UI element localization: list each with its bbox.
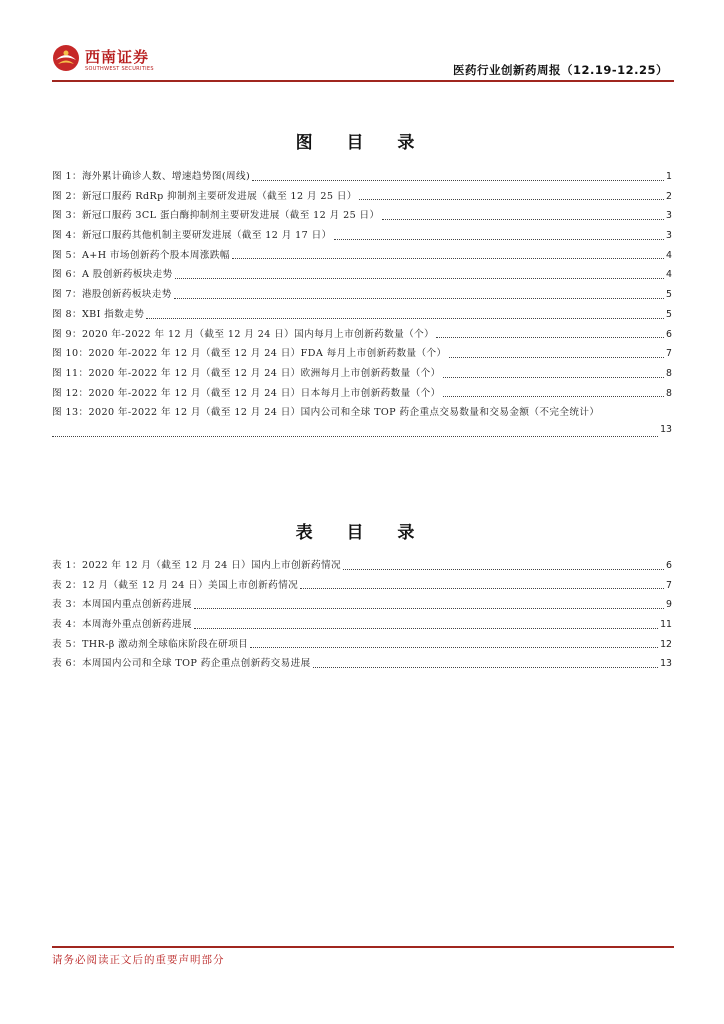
toc-entry-label: 表 3：本周国内重点创新药进展 bbox=[52, 599, 192, 611]
leader-dots bbox=[252, 179, 664, 181]
leader-dots bbox=[359, 198, 664, 200]
leader-dots bbox=[443, 376, 664, 378]
toc-entry-page: 13 bbox=[660, 658, 672, 670]
leader-dots bbox=[443, 395, 664, 397]
toc-entry-label: 图 3：新冠口服药 3CL 蛋白酶抑制剂主要研发进展（截至 12 月 25 日） bbox=[52, 210, 380, 222]
toc-entry-label: 图 9：2020 年-2022 年 12 月（截至 12 月 24 日）国内每月上市创新药数量（个） bbox=[52, 328, 435, 340]
toc-entry-page: 12 bbox=[660, 638, 672, 650]
toc-entry[interactable] bbox=[52, 266, 672, 286]
toc-entry[interactable] bbox=[52, 557, 672, 577]
toc-entry-label: 表 1：2022 年 12 月（截至 12 月 24 日）国内上市创新药情况 bbox=[52, 560, 342, 571]
leader-dots bbox=[382, 218, 665, 220]
toc-entry[interactable] bbox=[52, 636, 672, 656]
footer-disclaimer: 请务必阅读正文后的重要声明部分 bbox=[52, 954, 225, 966]
toc-entry[interactable] bbox=[52, 596, 672, 616]
toc-entry[interactable] bbox=[52, 577, 672, 597]
toc-entry-page: 8 bbox=[666, 367, 672, 379]
toc-entry-page: 4 bbox=[666, 269, 672, 281]
leader-dots bbox=[232, 257, 664, 259]
toc-entry[interactable] bbox=[52, 306, 672, 326]
toc-entry[interactable] bbox=[52, 207, 672, 227]
leader-dots bbox=[194, 607, 664, 609]
logo-english-name: SOUTHWEST SECURITIES bbox=[85, 66, 154, 72]
toc-entry-page: 9 bbox=[666, 599, 672, 611]
page-header bbox=[52, 40, 672, 82]
toc-entry-label: 图 13：2020 年-2022 年 12 月（截至 12 月 24 日）国内公司和全球 TOP 药企重点交易数量和交易金额（不完全统计） bbox=[52, 407, 600, 419]
footer-divider bbox=[52, 946, 674, 948]
leader-dots bbox=[52, 435, 658, 437]
toc-entry[interactable] bbox=[52, 286, 672, 306]
toc-entry-page: 7 bbox=[666, 579, 672, 591]
toc-entry[interactable] bbox=[52, 385, 672, 405]
toc-entry[interactable] bbox=[52, 326, 672, 346]
toc-entry-page: 8 bbox=[666, 387, 672, 399]
toc-entry-page: 6 bbox=[666, 560, 672, 571]
toc-entry-page: 11 bbox=[660, 619, 672, 631]
toc-entry-label: 图 5：A+H 市场创新药个股本周涨跌幅 bbox=[52, 249, 230, 261]
leader-dots bbox=[449, 356, 665, 358]
toc-entry-page: 3 bbox=[666, 210, 672, 222]
toc-entry[interactable] bbox=[52, 404, 672, 424]
toc-entry[interactable] bbox=[52, 655, 672, 675]
figures-toc-title: 图 目 录 bbox=[295, 133, 429, 153]
toc-entry-label: 图 12：2020 年-2022 年 12 月（截至 12 月 24 日）日本每月上市创新药数量（个） bbox=[52, 387, 441, 399]
toc-entry-label: 图 1：海外累计确诊人数、增速趋势图(周线) bbox=[52, 171, 251, 182]
toc-entry-page: 13 bbox=[660, 423, 672, 435]
leader-dots bbox=[343, 568, 664, 570]
toc-entry-page: 3 bbox=[666, 230, 672, 242]
toc-entry-page: 1 bbox=[666, 171, 672, 182]
toc-entry-label: 图 4：新冠口服药其他机制主要研发进展（截至 12 月 17 日） bbox=[52, 230, 332, 242]
toc-entry-page: 5 bbox=[666, 289, 672, 301]
leader-dots bbox=[194, 627, 658, 629]
toc-entry[interactable] bbox=[52, 345, 672, 365]
toc-entry-page: 7 bbox=[666, 348, 672, 360]
figures-toc bbox=[52, 168, 672, 444]
toc-entry-page: 6 bbox=[666, 328, 672, 340]
toc-entry-page: 4 bbox=[666, 249, 672, 261]
toc-entry-label: 表 5：THR-β 激动剂全球临床阶段在研项目 bbox=[52, 638, 249, 650]
leader-dots bbox=[334, 238, 664, 240]
leader-dots bbox=[313, 666, 658, 668]
toc-entry-label: 图 2：新冠口服药 RdRp 抑制剂主要研发进展（截至 12 月 25 日） bbox=[52, 190, 357, 202]
toc-entry-label: 表 2：12 月（截至 12 月 24 日）美国上市创新药情况 bbox=[52, 579, 299, 591]
toc-entry-label: 图 11：2020 年-2022 年 12 月（截至 12 月 24 日）欧洲每月上市创新药数量（个） bbox=[52, 367, 441, 379]
leader-dots bbox=[175, 277, 664, 279]
toc-entry-label: 图 6：A 股创新药板块走势 bbox=[52, 269, 173, 281]
toc-entry[interactable] bbox=[52, 365, 672, 385]
toc-entry[interactable] bbox=[52, 168, 672, 188]
toc-entry[interactable] bbox=[52, 247, 672, 267]
toc-entry-label: 表 6：本周国内公司和全球 TOP 药企重点创新药交易进展 bbox=[52, 658, 311, 670]
toc-entry-page: 5 bbox=[666, 308, 672, 320]
company-logo bbox=[52, 42, 162, 76]
leader-dots bbox=[174, 297, 664, 299]
toc-entry-continuation[interactable] bbox=[52, 424, 672, 444]
logo-emblem-icon bbox=[52, 44, 80, 72]
leader-dots bbox=[436, 336, 664, 338]
toc-entry[interactable] bbox=[52, 188, 672, 208]
toc-entry-label: 图 7：港股创新药板块走势 bbox=[52, 289, 172, 301]
leader-dots bbox=[300, 587, 664, 589]
header-divider bbox=[52, 80, 674, 82]
leader-dots bbox=[250, 646, 658, 648]
logo-chinese-name: 西南证券 bbox=[85, 48, 150, 66]
tables-toc bbox=[52, 557, 672, 675]
toc-entry-label: 图 8：XBI 指数走势 bbox=[52, 308, 145, 320]
tables-toc-title: 表 目 录 bbox=[295, 523, 429, 543]
toc-entry[interactable] bbox=[52, 227, 672, 247]
report-title: 医药行业创新药周报（12.19-12.25） bbox=[452, 63, 668, 77]
toc-entry-page: 2 bbox=[666, 190, 672, 202]
toc-entry-label: 表 4：本周海外重点创新药进展 bbox=[52, 619, 192, 631]
leader-dots bbox=[146, 317, 664, 319]
toc-entry[interactable] bbox=[52, 616, 672, 636]
toc-entry-label: 图 10：2020 年-2022 年 12 月（截至 12 月 24 日）FDA 每月上市创新药数量（个） bbox=[52, 348, 447, 360]
